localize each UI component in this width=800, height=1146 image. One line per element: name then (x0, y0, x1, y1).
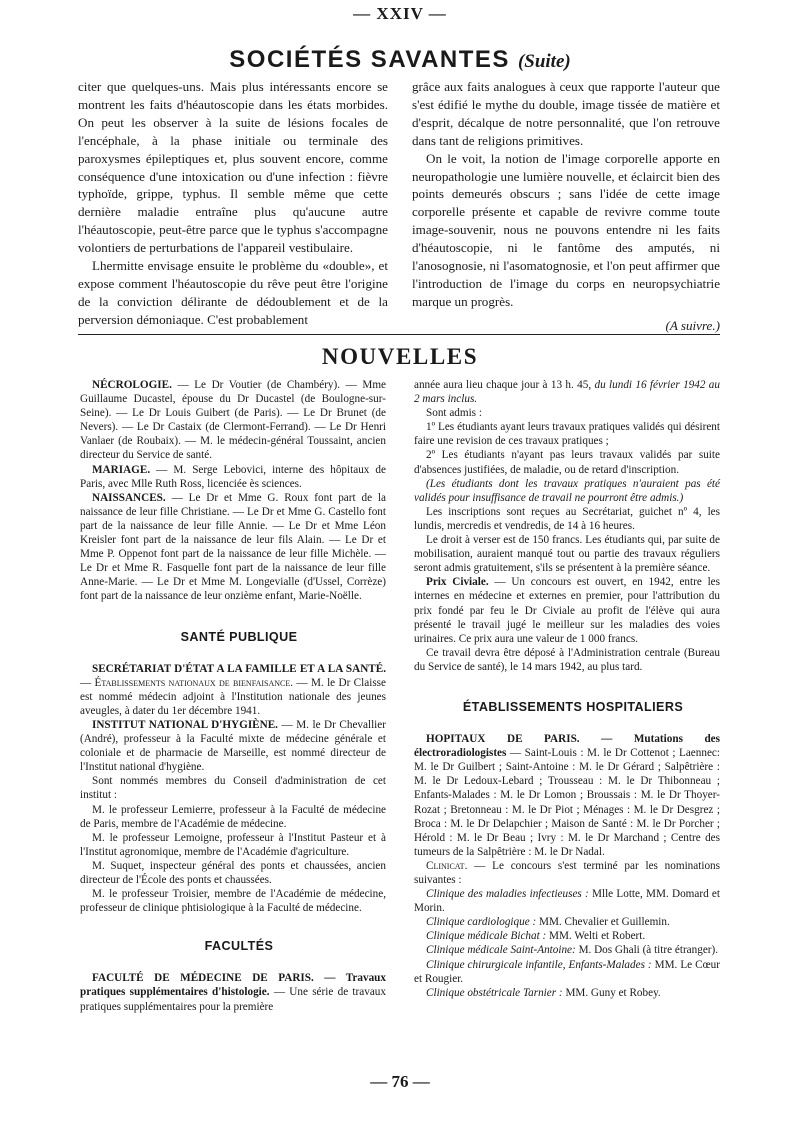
nouvelles-right-column (414, 378, 720, 1000)
annee-text: année aura lieu chaque jour à 13 h. 45, (414, 379, 595, 391)
divider-rule (78, 334, 720, 335)
secretariat-subtitle: — Établissements nationaux de bienfaisance. (80, 676, 294, 689)
paragraph: (Les étudiants dont les travaux pratiques n'auraient pas été validés pour insuffisance de travail ne pourront être admis.) (414, 477, 720, 504)
paragraph: citer que quelques-uns. Mais plus intéressants encore se montrent les faits d'héautoscopie dans les états morbides. On peut les observer à la suite de lésions focales de l'encéphale, à la phase initiale ou terminale des paroxysmes épileptiques et, plus souvent encore, comme conséquence d'une intoxication ou d'une infection : fièvre typhoïde, grippe, typhus. Il semble même que cette dernière maladie entraîne plus qu'aucune autre l'héautoscopie, peut-être parce que le typhus s'accompagne volontiers de perturbations de l'appareil vestibulaire. (78, 79, 388, 256)
clinicat-text: — Le concours s'est terminé par les nominations suivantes : (414, 859, 720, 886)
mariage-lead: MARIAGE. (92, 463, 151, 476)
etablissements-heading: ÉTABLISSEMENTS HOSPITALIERS (462, 699, 684, 714)
section-title (0, 46, 800, 74)
clinique-name: Clinique des maladies infectieuses : (426, 888, 589, 901)
section-title-main: SOCIÉTÉS SAVANTES (229, 46, 510, 73)
secretariat-lead: SECRÉTARIAT D'ÉTAT A LA FAMILLE ET A LA SANTÉ. (92, 662, 386, 675)
paragraph: 2º Les étudiants n'ayant pas leurs travaux validés par suite d'absences justifiées, de maladie, ou de retard d'inscription. (414, 449, 720, 476)
clinique-name: Clinique médicale Bichat : (426, 930, 547, 943)
nouvelles-heading: NOUVELLES (321, 344, 479, 369)
secretariat-text: — M. le Dr Claisse est nommé médecin adjoint à l'Institution nationale des jeunes aveugles, à dater du 1er décembre 1941. (80, 676, 386, 717)
paragraph: Sont admis : (426, 407, 482, 420)
clinique-name: Clinique obstétricale Tarnier : (426, 986, 563, 999)
paragraph: M. le professeur Lemoigne, professeur à l'Institut Pasteur et à l'Institut agronomique, membre de l'Académie d'agriculture. (80, 831, 386, 858)
paragraph: On le voit, la notion de l'image corporelle apporte en neuropathologie une lumière nouvelle, et éclaircit bien des points demeurés obscurs ; sans l'idée de cette image corporelle présente et capable de revivre comme toute image-souvenir, nous ne pouvons entendre ni les faits d'héautoscopie, ni le fantôme des amputés, ni l'anosognosie, ni l'asomatognosie, et l'on peut affirmer que l'introduction de l'image du corps en neuropsychiatrie marque un progrès. (412, 150, 720, 309)
paragraph: grâce aux faits analogues à ceux que rapporte l'auteur que s'est édifié le mythe du double, image tissée de matière et d'esprit, décalque de notre personnalité, que l'on retrouve dans tant de religions primitives. (412, 79, 720, 148)
paragraph: Ce travail devra être déposé à l'Administration centrale (Bureau du Service de santé), le 14 mars 1942, au plus tard. (414, 646, 720, 673)
paragraph: 1º Les étudiants ayant leurs travaux pratiques validés qui désirent faire une revision de ces travaux pratiques ; (414, 421, 720, 448)
clinique-name: Clinique cardiologique : (426, 916, 537, 929)
paragraph: M. Suquet, inspecteur général des ponts et chaussées, ancien directeur de l'École des ponts et chaussées. (80, 859, 386, 886)
mariage-text: — M. Serge Lebovici, interne des hôpitaux de Paris, avec Mlle Ruth Ross, licenciée ès sciences. (80, 463, 386, 490)
paragraph: Les inscriptions sont reçues au Secrétariat, guichet nº 4, les lundis, mercredis et vendredis, de 14 à 16 heures. (414, 505, 720, 532)
clinique-nominees: MM. Welti et Robert. (546, 930, 646, 943)
clinique-nominees: M. Dos Ghali (à titre étranger). (575, 944, 719, 957)
paragraph: M. le professeur Lemierre, professeur à la Faculté de médecine de Paris, membre de l'Académie de médecine. (80, 803, 386, 830)
a-suivre: (A suivre.) (665, 317, 720, 333)
clinique-name: Clinique médicale Saint-Antoine: (426, 944, 576, 957)
hopitaux-text: — Saint-Louis : M. le Dr Cottenot ; Laennec: M. le Dr Guilbert ; Saint-Antoine : M. le Dr Gérard ; Salpêtrière : M. le Dr Ledoux-Lebard ; Trousseau : M. le Dr Thibonneau ; Enfants-Malades : M. le Dr Lomon ; Broussais : M. le Dr Thoyer-Rozat ; Bretonneau : M. le Dr Piot ; Ménages : M. le Dr Desgrez ; Broca : M. le Dr Delapchier ; Maison de Santé : M. le Dr Porcher ; Hérold : M. le Dr Beau ; Ivry : M. le Dr Marchand ; Centre des tumeurs de la Salpêtrière : M. le Dr Nadal. (414, 747, 720, 858)
faculte-text: — Une série de travaux pratiques supplémentaires pour la première (80, 986, 386, 1013)
top-right-column (412, 78, 720, 335)
paragraph: Lhermitte envisage ensuite le problème du «double», et expose comment l'héautoscopie du rêve peut être l'origine de la conviction délirante de dédoublement et de la perversion démoniaque. C'est probablement (78, 258, 388, 327)
paragraph: Sont nommés membres du Conseil d'administration de cet institut : (80, 775, 386, 802)
necrologie-text: — Le Dr Voutier (de Chambéry). — Mme Guillaume Ducastel, épouse du Dr Ducastel (de Boulogne-sur-Seine). — Le Dr Louis Guibert (de Paris). — Le Dr Brunet (de Nevers). — Le Dr Castaix (de Clermont-Ferrand). — Le Dr Henri Vanlaer (de Roubaix). — M. le médecin-général Toussaint, ancien directeur du Service de santé. (80, 379, 386, 462)
roman-folio: — XXIV — (353, 4, 447, 23)
institut-lead: INSTITUT NATIONAL D'HYGIÈNE. (92, 718, 278, 731)
sante-publique-heading: SANTÉ PUBLIQUE (180, 629, 298, 644)
paragraph: M. le professeur Troisier, membre de l'Académie de médecine, professeur de clinique phtisiologique à la Faculté de médecine. (80, 888, 386, 915)
top-left-column (78, 78, 388, 329)
facultes-heading: FACULTÉS (204, 939, 274, 954)
clinique-nominees: MM. Guny et Robey. (562, 986, 661, 999)
page-number: — 76 — (370, 1072, 430, 1091)
clinicat-lead: Clinicat. (426, 859, 468, 872)
institut-text: — M. le Dr Chevallier (André), professeur à la Faculté mixte de médecine générale et coloniale et de pharmacie de Marseille, est nommé directeur de l'Institut national d'hygiène. (80, 718, 386, 774)
clinique-name: Clinique chirurgicale infantile, Enfants-Malades : (426, 958, 652, 971)
section-title-suite: (Suite) (517, 51, 571, 72)
clinique-nominees: MM. Chevalier et Guillemin. (536, 916, 670, 929)
naissances-lead: NAISSANCES. (92, 491, 166, 504)
clinique-nominees: Mlle Lotte, MM. Domard et Morin. (414, 888, 720, 915)
faculte-lead: FACULTÉ DE MÉDECINE DE PARIS. — Travaux pratiques supplémentaires d'histologie. (80, 972, 386, 999)
civiale-lead: Prix Civiale. (426, 576, 489, 589)
nouvelles-left-column (80, 378, 386, 1014)
paragraph: Le droit à verser est de 150 francs. Les étudiants qui, par suite de mobilisation, auraient manqué tout ou partie des travaux réguliers seront admis gratuitement, s'ils se présentent à la première séance. (414, 534, 720, 575)
hopitaux-lead: HOPITAUX DE PARIS. — Mutations des électroradiologistes (414, 733, 720, 760)
civiale-text: — Un concours est ouvert, en 1942, entre les internes en médecine et externes en premier, pour l'attribution du prix fondé par feu le Dr Civiale au profit de l'élève qui aura présenté le travail jugé le meilleur sur les maladies des voies urinaires. Ce prix aura une valeur de 1 000 francs. (414, 576, 720, 645)
clinique-nominees: MM. Le Cœur et Rougier. (414, 958, 720, 985)
annee-dates: du lundi 16 février 1942 au 2 mars inclus. (414, 379, 720, 406)
necrologie-lead: NÉCROLOGIE. (92, 379, 172, 391)
naissances-text: — Le Dr et Mme G. Roux font part de la naissance de leur fille Christiane. — Le Dr et Mme G. Castello font part de la naissance de leur fille Annie. — Le Dr et Mme Léon Kreisler font part de la naissance de leur fils Alain. — Le Dr et Mme P. Oppenot font part de la naissance de leur fille Michèle. — Le Dr et Mme R. Fasquelle font part de la naissance de leur fille Anne-Marie. — Le Dr et Mme M. Longevialle (d'Ussel, Corrèze) font part de la naissance de leur onzième enfant, Marie-Noëlle. (80, 491, 386, 603)
